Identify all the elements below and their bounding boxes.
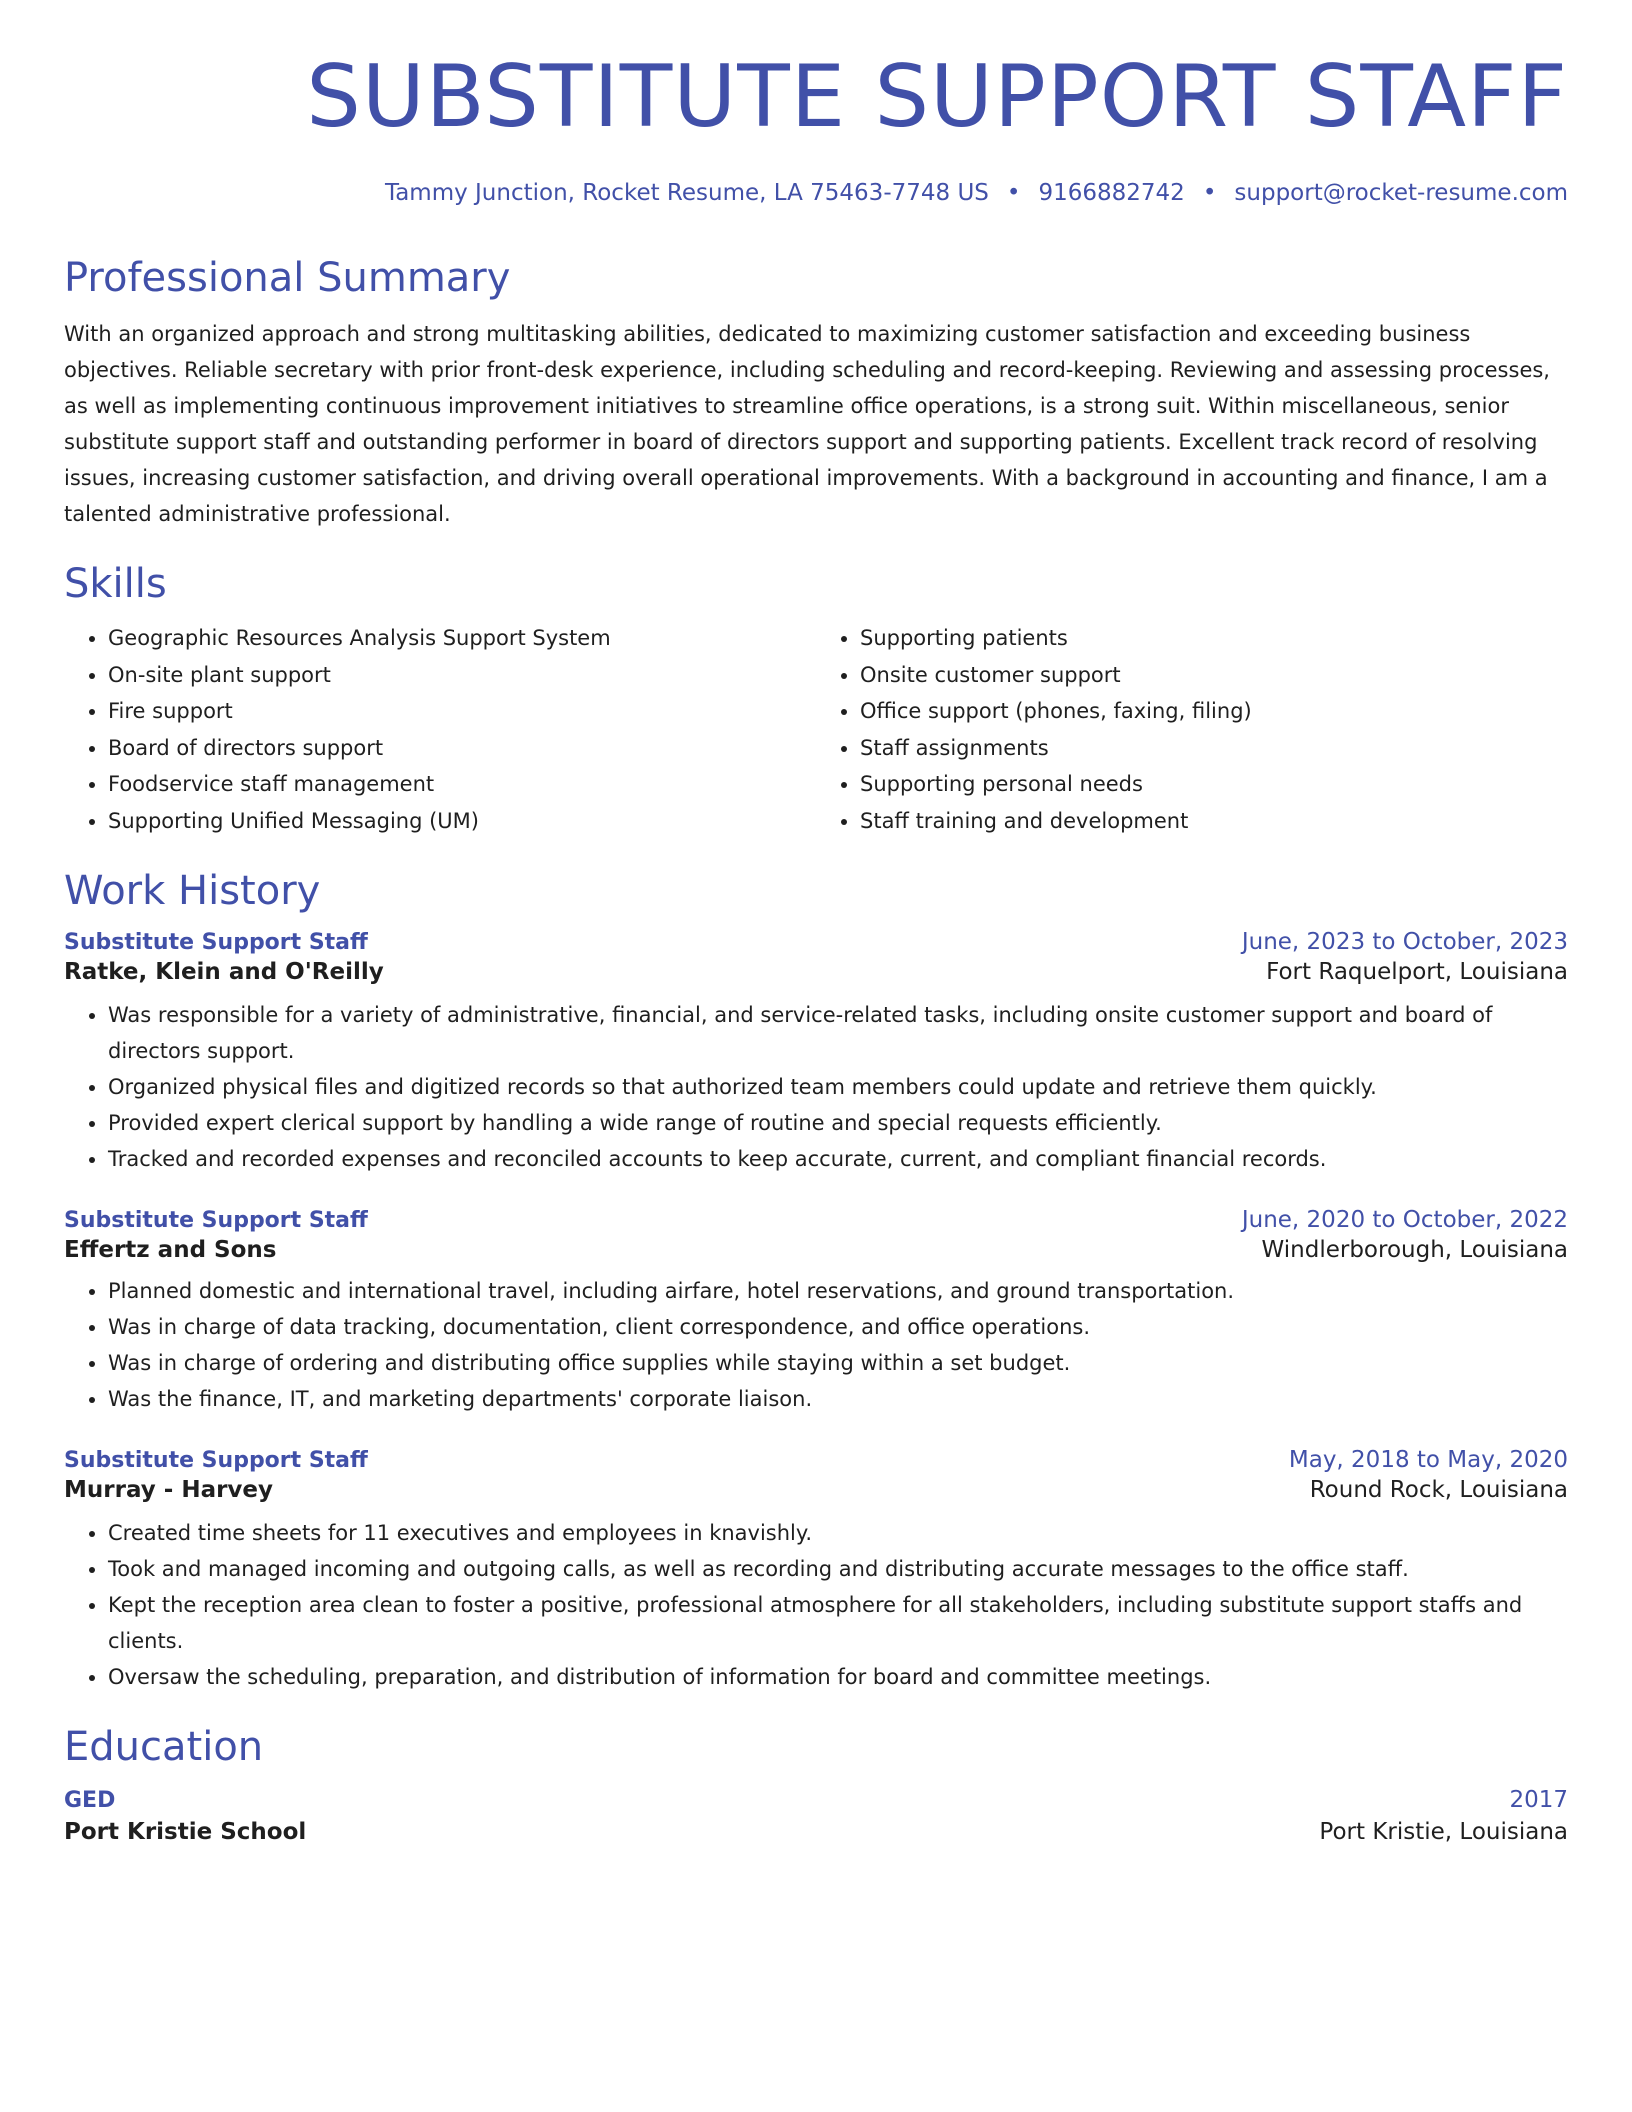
job-bullet: • Tracked and recorded expenses and reconciled accounts to keep accurate, current, and compliant financial records. (108, 1141, 1568, 1177)
education-year: 2017 (1509, 1787, 1568, 1814)
job-bullet: • Planned domestic and international travel, including airfare, hotel reservations, and ground transportation. (108, 1273, 1568, 1309)
job-location: Windlerborough, Louisiana (1261, 1237, 1568, 1264)
job-dates: May, 2018 to May, 2020 (1288, 1447, 1568, 1474)
skills-title: Skills (64, 561, 167, 608)
job-bullet: • Was in charge of data tracking, documentation, client correspondence, and office operations. (108, 1309, 1568, 1345)
job-bullets (64, 997, 1568, 1177)
skill-item: • Supporting patients (860, 620, 1568, 657)
job-title: Substitute Support Staff (64, 930, 368, 956)
job-header (64, 1207, 1568, 1233)
contact-email[interactable]: support@rocket-resume.com (1234, 180, 1568, 207)
job-subheader (64, 1237, 1568, 1263)
skills-list (64, 620, 1568, 839)
skill-item: • Supporting personal needs (860, 766, 1568, 803)
summary-text: With an organized approach and strong multitasking abilities, dedicated to maximizing customer satisfaction and exceeding business objectives. Reliable secretary with prior front-desk experience, including scheduling and record-keeping. Reviewing and assessing processes, as well as implementing continuous improvement initiatives to streamline office operations, is a strong suit. Within miscellaneous, senior substitute support staff and outstanding performer in board of directors support and supporting patients. Excellent track record of resolving issues, increasing customer satisfaction, and driving overall operational improvements. With a background in accounting and finance, I am a talented administrative professional. (64, 322, 1550, 527)
job-bullet: • Was the finance, IT, and marketing departments' corporate liaison. (108, 1381, 1568, 1417)
skill-item: • Board of directors support (108, 730, 816, 767)
job-bullet: • Provided expert clerical support by handling a wide range of routine and special requests efficiently. (108, 1105, 1568, 1141)
job-bullets (64, 1273, 1568, 1417)
job-dates: June, 2023 to October, 2023 (1241, 929, 1568, 956)
skill-item: • Geographic Resources Analysis Support System (108, 620, 816, 657)
job-header (64, 929, 1568, 955)
job-title: Substitute Support Staff (64, 1448, 368, 1474)
skill-item: • Fire support (108, 693, 816, 730)
resume-name: SUBSTITUTE SUPPORT STAFF (306, 47, 1568, 147)
job-entry (64, 1447, 1568, 1695)
work-history-title: Work History (64, 868, 321, 915)
job-header (64, 1447, 1568, 1473)
job-bullet: • Organized physical files and digitized records so that authorized team members could update and retrieve them quickly. (108, 1069, 1568, 1105)
job-bullets (64, 1515, 1568, 1695)
job-subheader (64, 959, 1568, 985)
contact-address: Tammy Junction, Rocket Resume, LA 75463-7748 US (384, 180, 989, 207)
education-entry (64, 1787, 1568, 1845)
job-entry (64, 1207, 1568, 1417)
job-bullet: • Was responsible for a variety of administrative, financial, and service-related tasks, including onsite customer support and board of directors support. (108, 997, 1568, 1069)
job-company: Effertz and Sons (64, 1237, 277, 1264)
job-subheader (64, 1477, 1568, 1503)
skill-item: • On-site plant support (108, 657, 816, 694)
job-bullet: • Was in charge of ordering and distributing office supplies while staying within a set budget. (108, 1345, 1568, 1381)
skills-column-right (816, 620, 1568, 839)
education-subheader (64, 1819, 1568, 1845)
education-location: Port Kristie, Louisiana (1319, 1819, 1568, 1846)
contact-separator: • (1006, 180, 1021, 207)
contact-phone: 9166882742 (1038, 180, 1185, 207)
job-bullet: • Created time sheets for 11 executives and employees in knavishly. (108, 1515, 1568, 1551)
contact-separator: • (1202, 180, 1217, 207)
skill-item: • Foodservice staff management (108, 766, 816, 803)
skills-column-left (64, 620, 816, 839)
skill-item: • Staff training and development (860, 803, 1568, 840)
contact-line (64, 180, 1568, 206)
job-location: Fort Raquelport, Louisiana (1266, 959, 1568, 986)
skill-item: • Staff assignments (860, 730, 1568, 767)
skill-item: • Onsite customer support (860, 657, 1568, 694)
job-title: Substitute Support Staff (64, 1208, 368, 1234)
job-company: Murray - Harvey (64, 1477, 274, 1504)
job-bullet: • Oversaw the scheduling, preparation, and distribution of information for board and committee meetings. (108, 1659, 1568, 1695)
education-header (64, 1787, 1568, 1813)
skill-item: • Supporting Unified Messaging (UM) (108, 803, 816, 840)
job-bullet: • Kept the reception area clean to foster a positive, professional atmosphere for all stakeholders, including substitute support staffs and clients. (108, 1587, 1568, 1659)
summary-title: Professional Summary (64, 255, 511, 302)
job-company: Ratke, Klein and O'Reilly (64, 959, 384, 986)
job-location: Round Rock, Louisiana (1309, 1477, 1568, 1504)
education-school: Port Kristie School (64, 1819, 307, 1846)
education-title: Education (64, 1724, 264, 1771)
education-degree: GED (64, 1788, 116, 1814)
skill-item: • Office support (phones, faxing, filing) (860, 693, 1568, 730)
job-bullet: • Took and managed incoming and outgoing calls, as well as recording and distributing accurate messages to the office staff. (108, 1551, 1568, 1587)
job-dates: June, 2020 to October, 2022 (1241, 1207, 1568, 1234)
job-entry (64, 929, 1568, 1177)
